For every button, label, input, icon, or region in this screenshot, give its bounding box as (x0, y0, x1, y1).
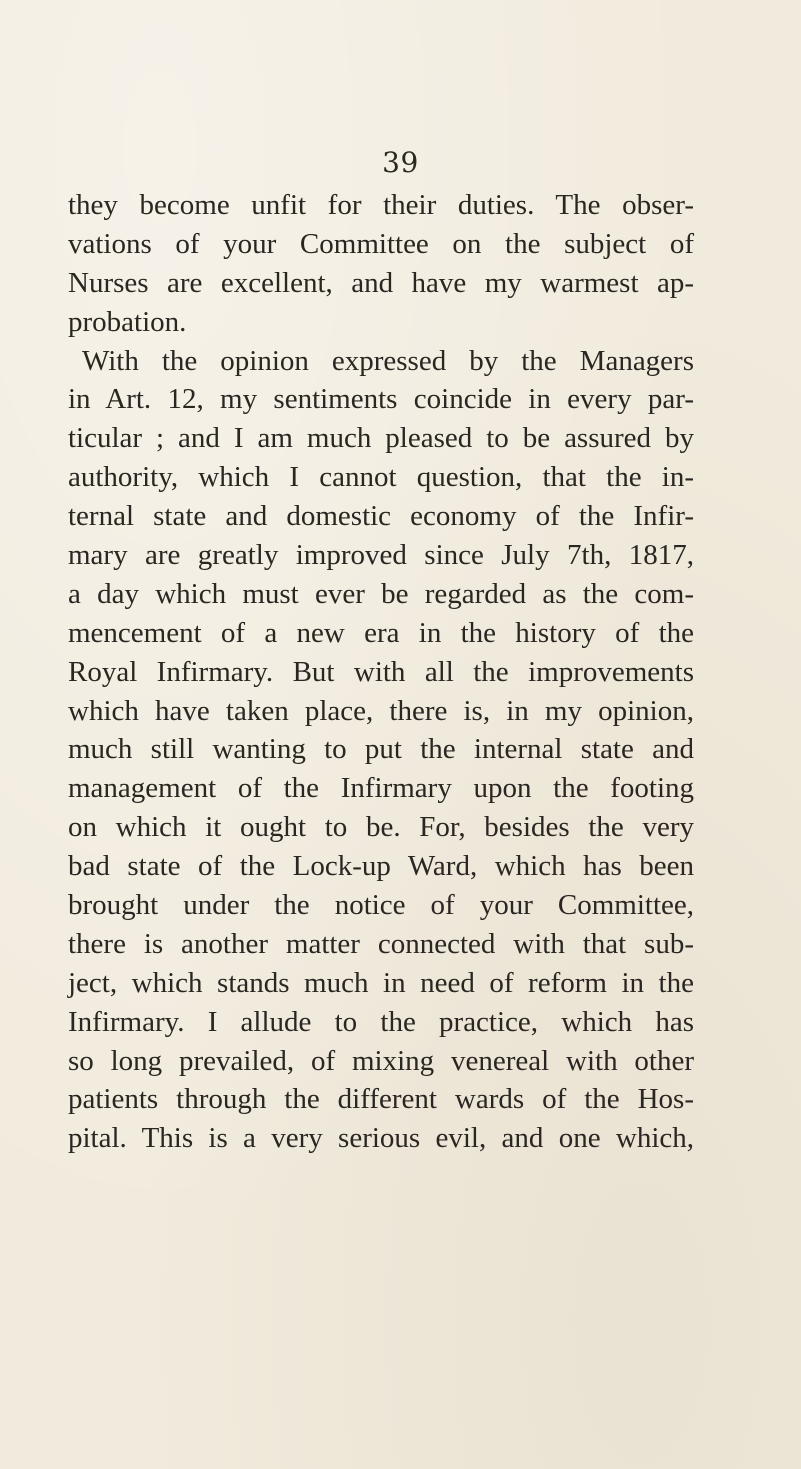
text-line: which have taken place, there is, in my opinion, (68, 694, 694, 727)
text-line: much still wanting to put the internal state and (68, 733, 694, 766)
text-line: mencement of a new era in the history of the (68, 616, 694, 649)
text-line: in Art. 12, my sentiments coincide in every par- (68, 383, 694, 416)
text-line: pital. This is a very serious evil, and one which, (68, 1122, 694, 1155)
text-line: ticular ; and I am much pleased to be assured by (68, 422, 694, 455)
text-line: ternal state and domestic economy of the Infir- (68, 500, 694, 533)
text-line: vations of your Committee on the subject of (68, 227, 694, 260)
text-line: management of the Infirmary upon the footing (68, 772, 694, 805)
text-line: a day which must ever be regarded as the com- (68, 577, 694, 610)
text-line: there is another matter connected with that sub- (68, 927, 694, 960)
text-line: Royal Infirmary. But with all the improvements (68, 655, 694, 688)
text-line: brought under the notice of your Committee, (68, 889, 694, 922)
text-line: ject, which stands much in need of reform in the (68, 966, 694, 999)
text-line: bad state of the Lock-up Ward, which has been (68, 850, 694, 883)
text-line: probation. (68, 305, 187, 338)
text-line: patients through the different wards of the Hos- (68, 1083, 694, 1116)
text-line: so long prevailed, of mixing venereal with other (68, 1044, 694, 1077)
text-line: they become unfit for their duties. The obser- (68, 189, 694, 221)
page-number: 39 (382, 146, 419, 179)
text-line: on which it ought to be. For, besides the very (68, 811, 694, 844)
text-line: Infirmary. I allude to the practice, which has (68, 1005, 694, 1038)
text-line: authority, which I cannot question, that the in- (68, 461, 694, 494)
text-line: mary are greatly improved since July 7th, 1817, (68, 539, 694, 572)
text-line: With the opinion expressed by the Managers (82, 344, 694, 377)
body-text (68, 186, 694, 1158)
text-line: Nurses are excellent, and have my warmest ap- (68, 266, 694, 299)
